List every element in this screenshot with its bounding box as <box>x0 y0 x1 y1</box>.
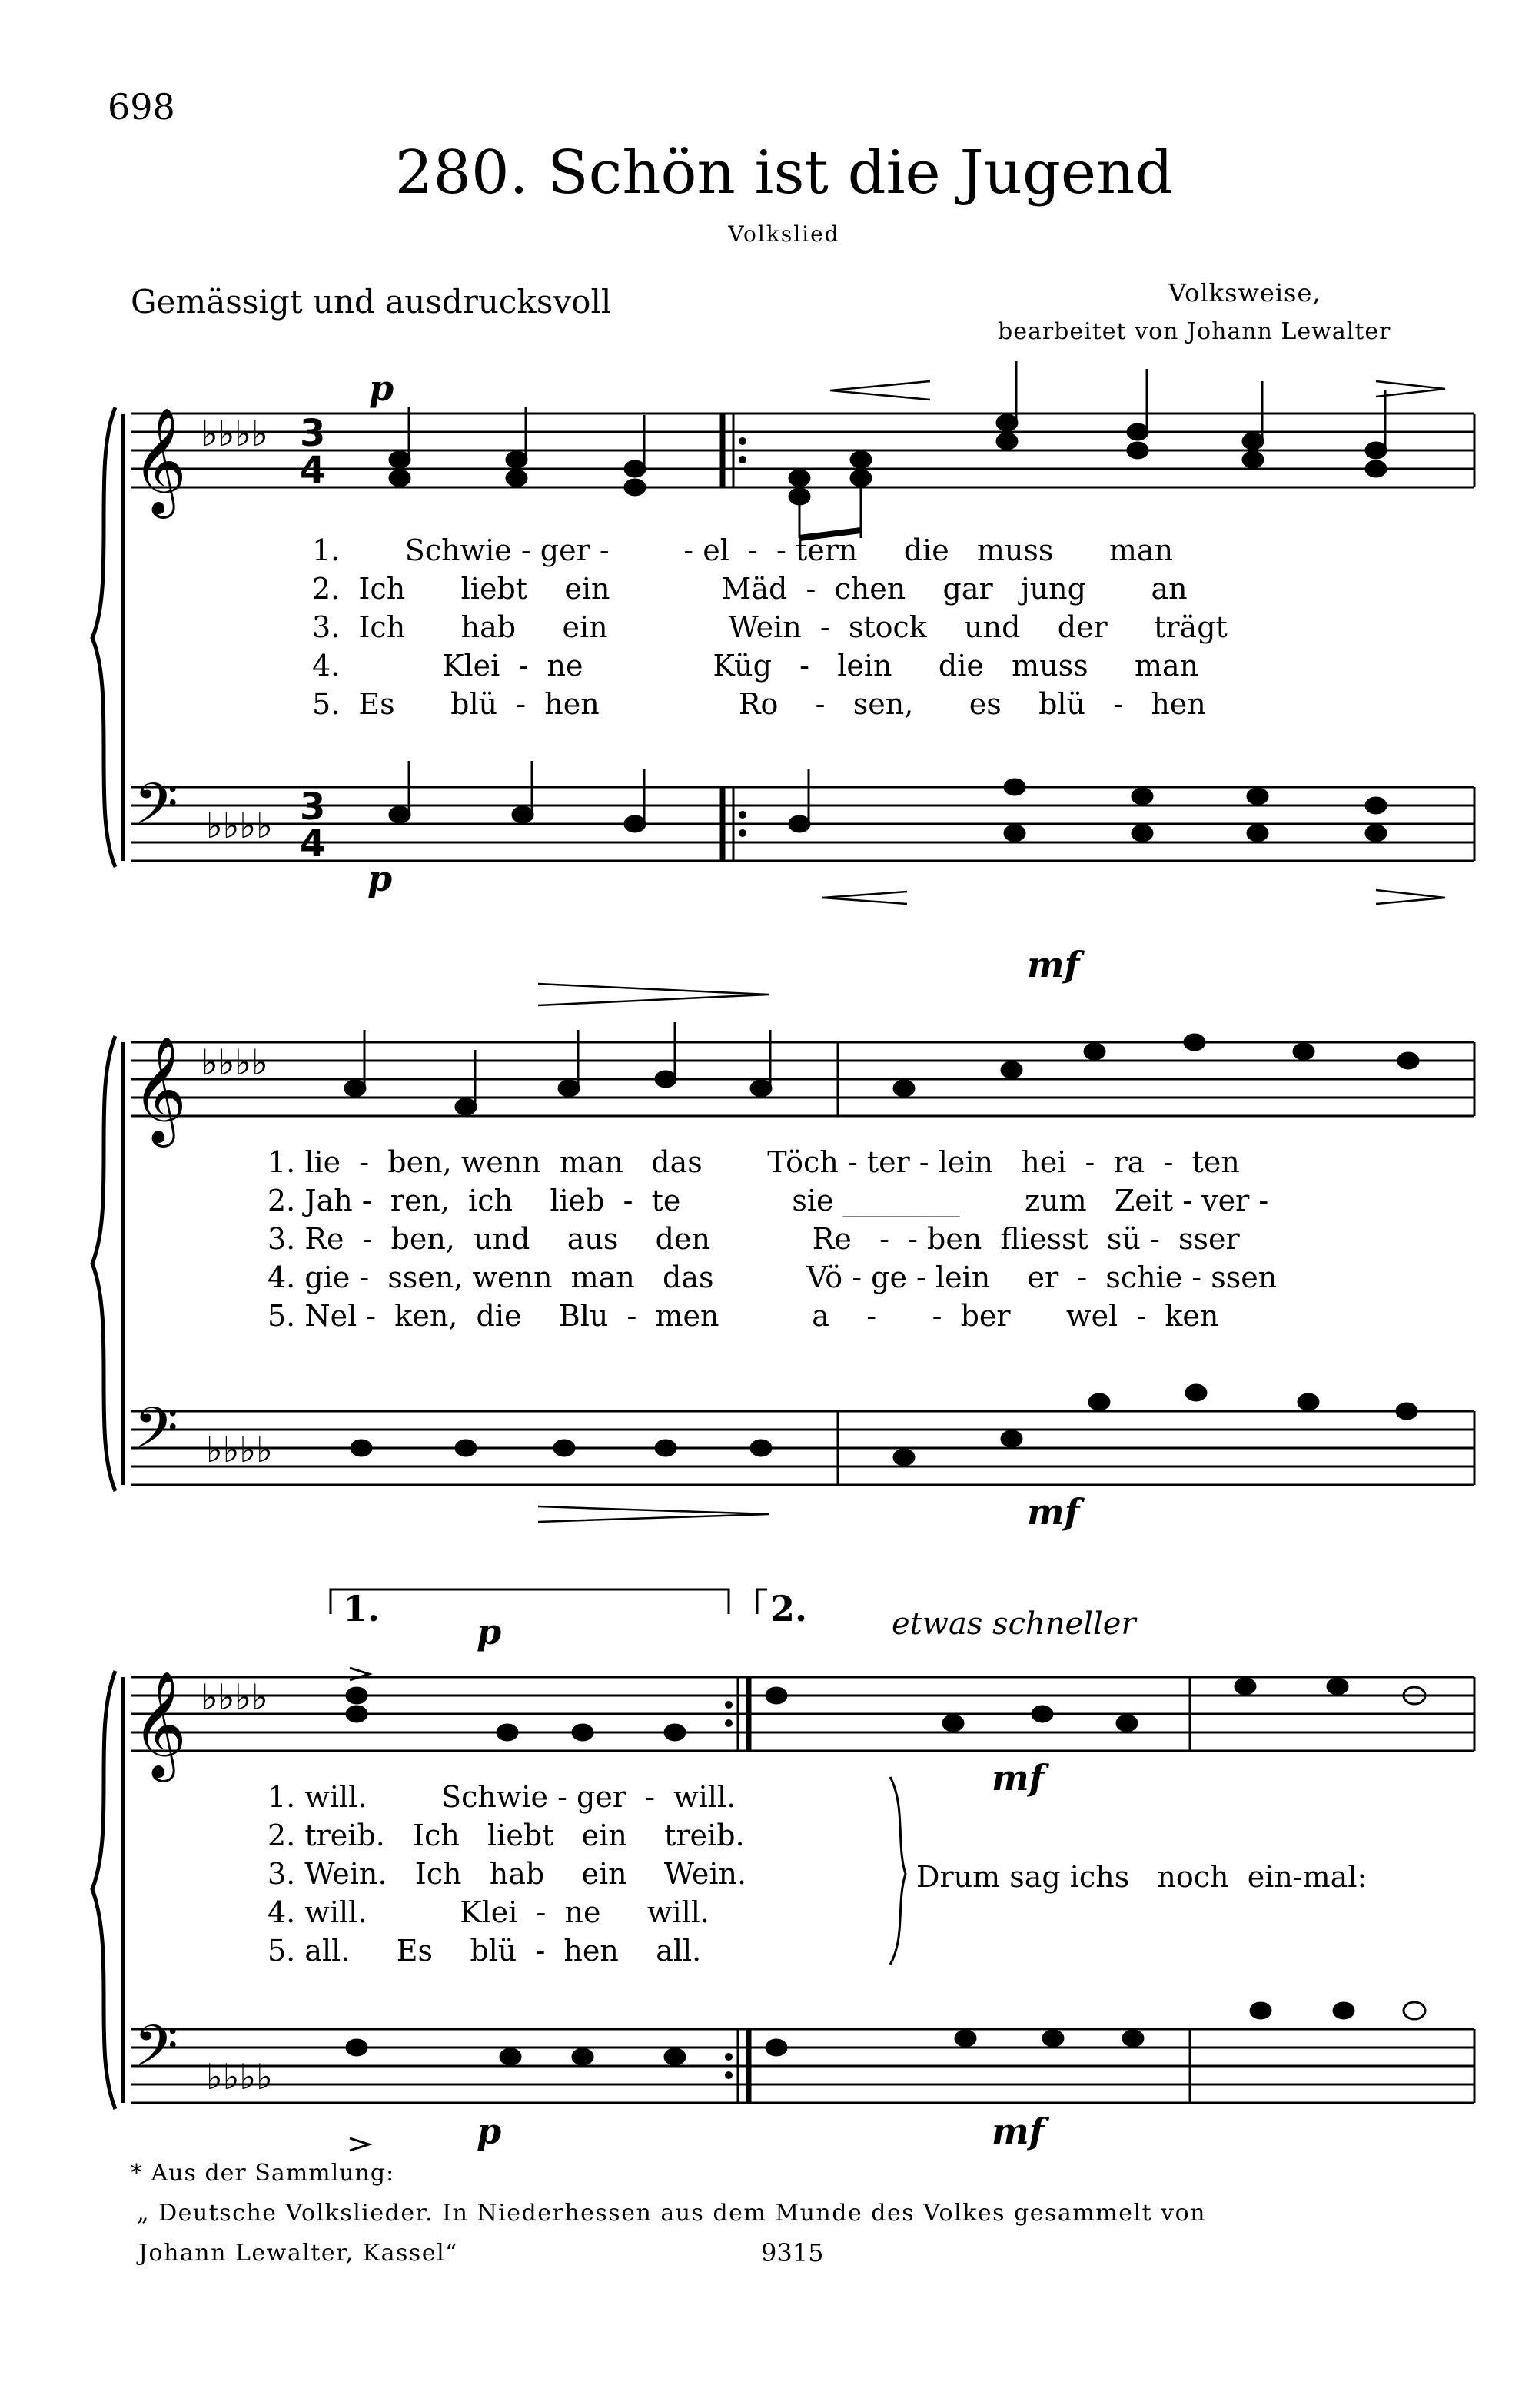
svg-text:♭♭♭♭: ♭♭♭♭ <box>206 1429 273 1470</box>
volta-second: 2. <box>770 1588 808 1629</box>
volta-first: 1. <box>343 1588 380 1629</box>
song-title: 280. Schön ist die Jugend <box>394 138 1174 208</box>
svg-text:𝄢: 𝄢 <box>134 771 178 852</box>
dynamic-piano: p <box>367 858 393 899</box>
svg-text:♭♭♭♭: ♭♭♭♭ <box>201 413 268 454</box>
plate-number: 9315 <box>761 2238 824 2267</box>
footnote-source: „ Deutsche Volkslieder. In Niederhessen aus dem Munde des Volkes gesammelt von <box>137 2200 1206 2227</box>
lyric-line: 2. Ich liebt ein Mäd - chen gar jung an <box>312 572 1188 606</box>
svg-text:𝄢: 𝄢 <box>134 2013 178 2094</box>
svg-text:𝄢: 𝄢 <box>134 1395 178 1476</box>
svg-text:♭♭♭♭: ♭♭♭♭ <box>206 2056 273 2097</box>
lyric-line: 5. Nel - ken, die Blu - men a - - ber wel - ken <box>268 1299 1219 1333</box>
svg-text:4: 4 <box>300 449 326 492</box>
dynamic-mezzoforte: mf <box>1027 1491 1080 1533</box>
composer-line-2: bearbeitet von Johann Lewalter <box>998 318 1391 345</box>
svg-text:𝄞: 𝄞 <box>132 1671 187 1778</box>
lyric-line: 2. Jah - ren, ich lieb - te sie ________ zum Zeit - ver - <box>268 1184 1269 1217</box>
svg-text:3: 3 <box>300 412 326 455</box>
lyric-line: 5. all. Es blü - hen all. <box>268 1934 702 1968</box>
lyric-line: 4. will. Klei - ne will. <box>268 1895 709 1929</box>
dynamic-mezzoforte: mf <box>992 1757 1045 1799</box>
dynamic-piano: p <box>477 2111 502 2152</box>
svg-text:4: 4 <box>300 822 326 865</box>
dynamic-mezzoforte: mf <box>1027 944 1080 985</box>
svg-text:𝄞: 𝄞 <box>132 1036 187 1143</box>
lyric-line: 1. will. Schwie - ger - will. <box>268 1780 736 1814</box>
tempo-marking: Gemässigt und ausdrucksvoll <box>131 283 612 321</box>
lyric-line: 3. Ich hab ein Wein - stock und der trägt <box>312 610 1228 644</box>
staff-system3-treble <box>131 1677 1474 1751</box>
footnote-heading: * Aus der Sammlung: <box>131 2160 395 2187</box>
lyric-line: 3. Re - ben, und aus den Re - - ben fliesst sü - sser <box>268 1222 1240 1256</box>
dynamic-piano: p <box>369 367 394 409</box>
svg-text:𝄞: 𝄞 <box>132 407 187 514</box>
staff-system2-treble <box>131 1042 1474 1116</box>
tempo-change: etwas schneller <box>892 1606 1136 1642</box>
lyric-line: 3. Wein. Ich hab ein Wein. <box>268 1857 747 1891</box>
lyric-line: 1. lie - ben, wenn man das Töch - ter - lein hei - ra - ten <box>268 1145 1240 1179</box>
svg-text:3: 3 <box>300 786 326 829</box>
lyric-line: 5. Es blü - hen Ro - sen, es blü - hen <box>312 687 1206 721</box>
dynamic-mezzoforte: mf <box>992 2111 1045 2152</box>
refrain-text: Drum sag ichs noch ein-mal: <box>916 1860 1367 1894</box>
lyric-line: 1. Schwie - ger - - el - - tern die muss man <box>312 533 1174 567</box>
song-subtitle: Volkslied <box>728 221 840 247</box>
footnote-editor: Johann Lewalter, Kassel“ <box>138 2240 459 2267</box>
svg-text:♭♭♭♭: ♭♭♭♭ <box>206 805 273 846</box>
svg-text:♭♭♭♭: ♭♭♭♭ <box>201 1041 268 1083</box>
svg-text:♭♭♭♭: ♭♭♭♭ <box>201 1676 268 1718</box>
staff-system2-bass <box>131 1411 1474 1485</box>
lyric-line: 2. treib. Ich liebt ein treib. <box>268 1818 745 1852</box>
composer-line-1: Volksweise, <box>1168 278 1321 307</box>
dynamic-piano: p <box>477 1611 502 1652</box>
lyric-line: 4. Klei - ne Küg - lein die muss man <box>312 649 1199 683</box>
lyric-line: 4. gie - ssen, wenn man das Vö - ge - lein er - schie - ssen <box>268 1260 1278 1294</box>
page-number: 698 <box>108 86 175 128</box>
staff-system3-bass <box>131 2029 1474 2103</box>
